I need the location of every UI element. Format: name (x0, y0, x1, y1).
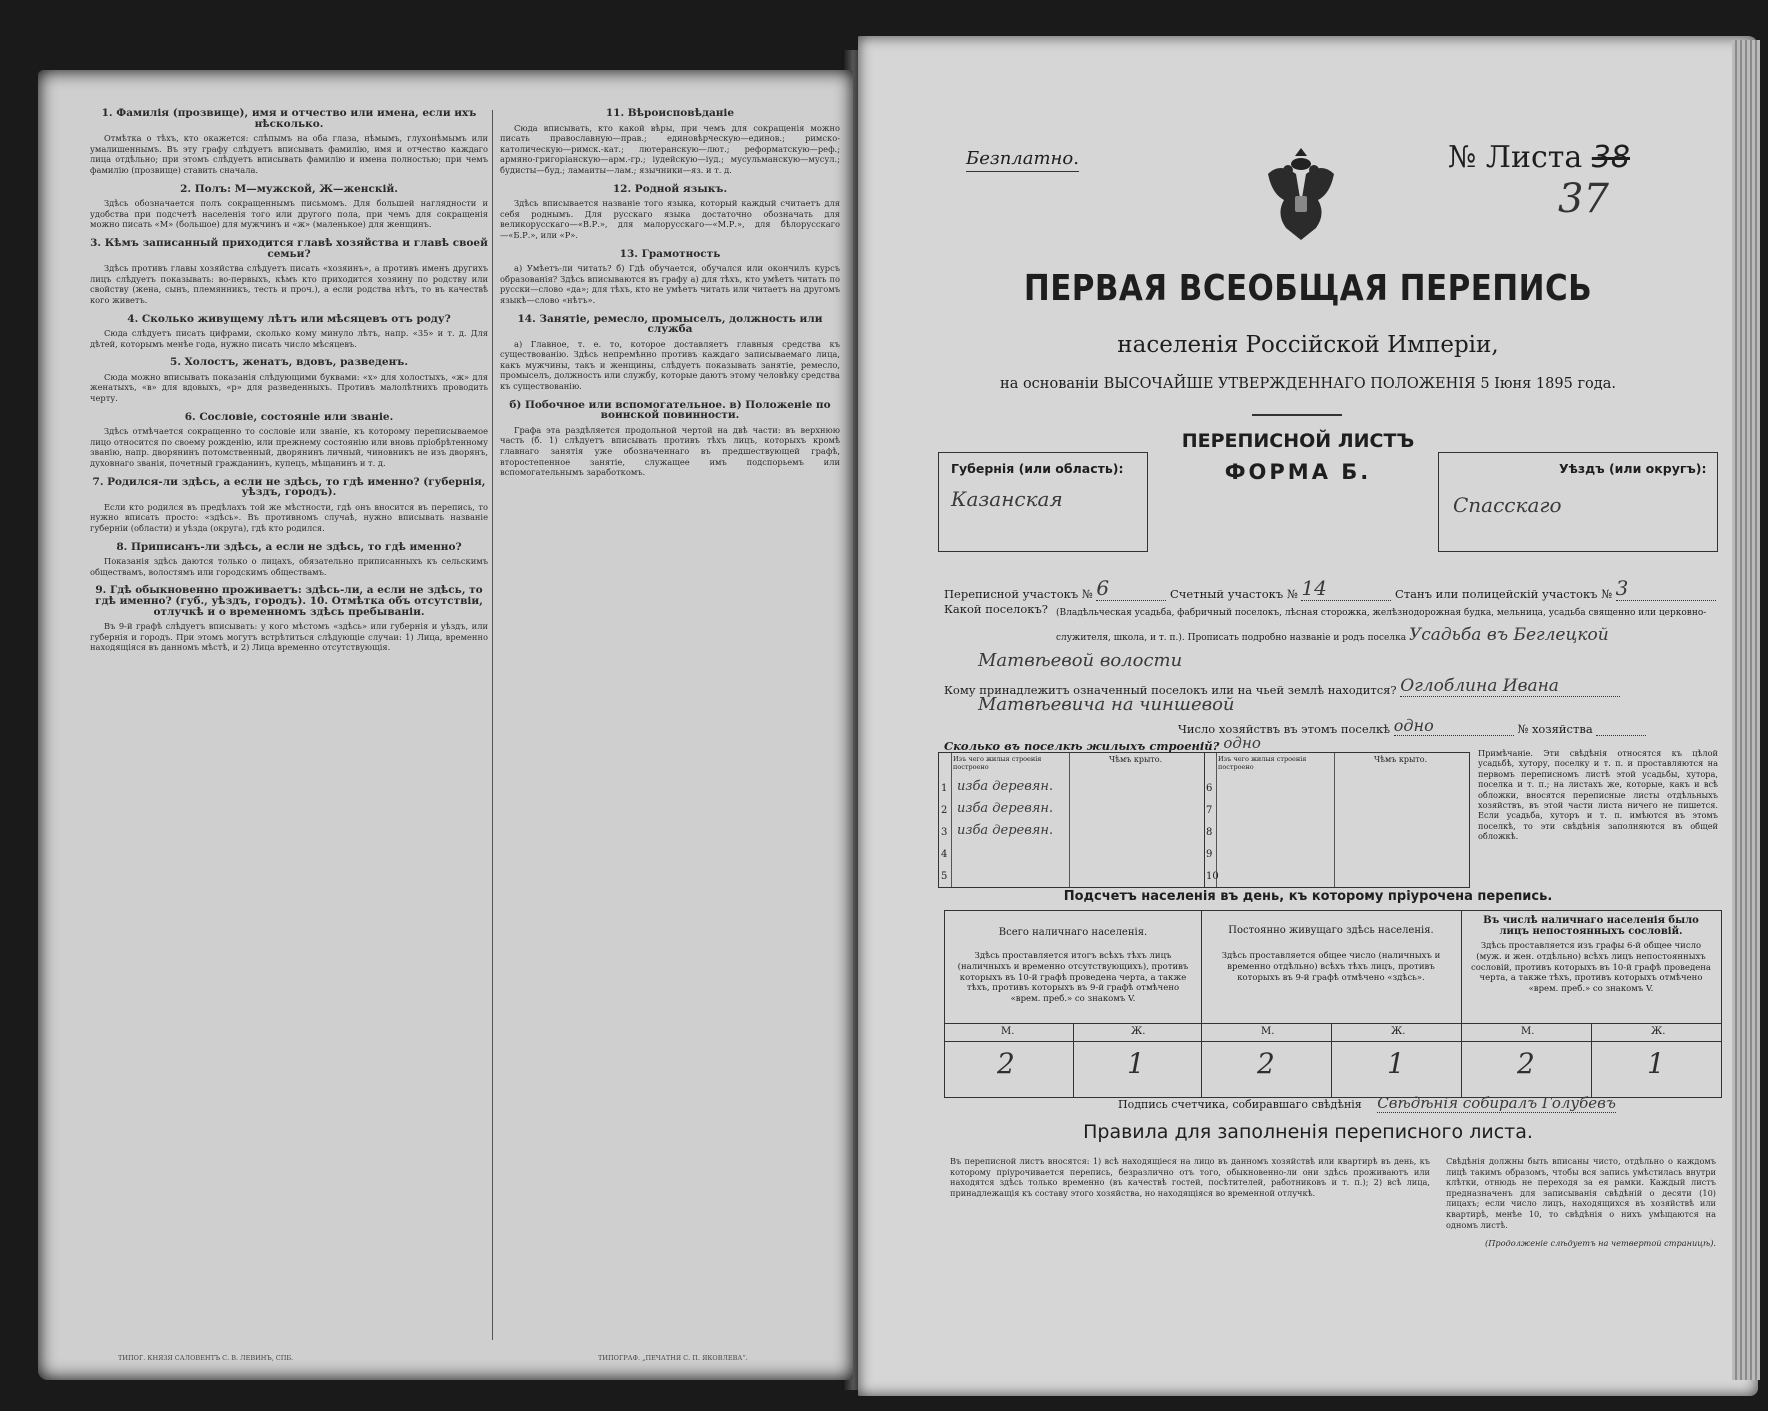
summary-header-permanent: Постоянно живущаго здѣсь населенія. (1228, 925, 1434, 936)
buildings-table (938, 752, 1470, 888)
settlement-label: Какой поселокъ? (944, 602, 1048, 616)
col_a-paragraph: Здѣсь обозначается полъ сокращеннымъ письмомъ. Для большей наглядности и удобства при подсчетѣ населенія того или другого пола, при чемъ для сокращенія можно писать «М» (большое) для мужчинъ и «ж» (маленькое) для женщинъ. (90, 198, 488, 230)
households-label: Число хозяйствъ въ этомъ поселкѣ (1178, 722, 1391, 736)
col_a-heading: 3. Кѣмъ записанный приходится главѣ хозяйства и главѣ своей семьи? (90, 236, 488, 260)
left-page (38, 70, 853, 1380)
total-male: 2 (997, 1047, 1015, 1080)
col_b-heading: 12. Родной языкъ. (612, 182, 728, 195)
table-row-8: 8 (1206, 827, 1213, 838)
owner-value-1: Оглоблина Ивана (1400, 676, 1620, 697)
col_a-paragraph: Въ 9-й графѣ слѣдуетъ вписывать: у кого мѣстомъ «здѣсь» или губернія и уѣздъ, или губернія и городъ. При этомъ могутъ встрѣтиться слѣдующіе случаи: 1) Лица, временно находящіяся въ данномъ мѣстѣ, и 2) Лица временно отсутствующія. (90, 621, 488, 653)
buildings-table-right (1204, 753, 1469, 887)
table-value-1: изба деревян. (957, 779, 1054, 794)
form-title (1158, 430, 1438, 484)
col_a-heading: 1. Фамилія (прозвище), имя и отчество или имена, если ихъ нѣсколько. (101, 107, 477, 130)
printer-imprint-left: ТИПОГ. КНЯЗЯ САЛОВЕНТЪ С. В. ЛЕВИНЪ, СПБ. (118, 1354, 294, 1362)
col_a-paragraph: Отмѣтка о тѣхъ, кто окажется: слѣпымъ на оба глаза, нѣмымъ, глухонѣмымъ или умалишеннымъ. Въ эту графу слѣдуетъ вписывать фамилію, имя и отчество каждаго лица отдѣльно; при этомъ слѣдуетъ вписывать фамилію и имена полностью; при чемъ фамилію (прозвище) ставить сначала. (90, 133, 488, 175)
col_a-heading: 9. Гдѣ обыкновенно проживаетъ: здѣсь-ли, а если не здѣсь, то гдѣ именно? (губ., уѣздъ, городъ). 10. Отмѣтка объ отсутствіи, отлучкѣ и о временномъ здѣсь пребываніи. (95, 584, 483, 618)
left-column-b (500, 100, 840, 1340)
counting-value: 14 (1301, 576, 1391, 601)
table-row-1: 1 (941, 783, 948, 794)
col_a-paragraph: Показанія здѣсь даются только о лицахъ, обязательно приписанныхъ къ сельскимъ обществамъ, волостямъ или городскимъ обществамъ. (90, 556, 488, 577)
buildings-value: одно (1223, 734, 1303, 753)
right-page (858, 36, 1758, 1396)
sheet-number-label: № Листа (1448, 140, 1583, 175)
table-header-material: Изъ чего жилыя строенія построено (953, 755, 1042, 771)
table-value-3: изба деревян. (957, 823, 1054, 838)
col_a-heading: 7. Родился-ли здѣсь, а если не здѣсь, то гдѣ именно? (губернія, уѣздъ, городъ). (92, 475, 486, 499)
stan-value: 3 (1616, 576, 1716, 601)
gubernia-label: Губернія (или область): (951, 461, 1124, 476)
summary-text-total: Здѣсь проставляется итогъ всѣхъ тѣхъ лицъ (наличныхъ и временно отсутствующихъ), противъ которыхъ въ 10-й графѣ проведена черта, а также тѣхъ, противъ которыхъ въ 9-й графѣ отмѣчено «врем. преб.» со знакомъ V. (957, 951, 1189, 1005)
col_a-paragraph: Сюда слѣдуетъ писать цифрами, сколько кому минуло лѣтъ, напр. «35» и т. д. Для дѣтей, которымъ менѣе года, нужно писать число мѣсяцевъ. (90, 328, 488, 349)
summary-text-permanent: Здѣсь проставляется общее число (наличныхъ и временно отдѣльно) всѣхъ тѣхъ лицъ, противъ которыхъ въ 9-й графѣ отмѣчено «здѣсь». (1221, 951, 1441, 983)
col_b-heading: б) Побочное или вспомогательное. в) Положеніе по воинской повинности. (509, 398, 831, 422)
double-headed-eagle-emblem (1260, 144, 1342, 244)
table-row-2: 2 (941, 805, 948, 816)
owner-label: Кому принадлежитъ означенный поселокъ или на чьей землѣ находится? (944, 683, 1397, 697)
gubernia-value: Казанская (951, 487, 1063, 511)
settlement-value-1: Усадьба въ Беглецкой (1408, 625, 1609, 645)
table-row-9: 9 (1206, 849, 1213, 860)
uezd-box (1438, 452, 1718, 552)
col_b-heading: 14. Занятіе, ремесло, промыселъ, должность или служба (517, 312, 823, 336)
table-header-material-2: Изъ чего жилыя строенія построено (1218, 755, 1307, 771)
buildings-line (944, 734, 1303, 753)
uezd-value: Спасскаго (1453, 493, 1562, 517)
district-line (944, 576, 1716, 601)
settlement-value-2: Матвѣевой волости (978, 650, 1183, 671)
table-row-4: 4 (941, 849, 948, 860)
col_a-paragraph: Здѣсь отмѣчается сокращенно то сословіе или званіе, къ которому переписываемое лицо относится по своему рожденію, или прежнему состоянію или вновь пріобрѣтенному званію, напр. дворянинъ потомственный, дворянинъ личный, чиновникъ не изъ дворянъ, духовнаго званія, почетный гражданинъ, купецъ, мѣщанинъ и т. д. (90, 426, 488, 469)
col_b-paragraph: Здѣсь вписывается названіе того языка, который каждый считаетъ для себя роднымъ. Для русскаго языка достаточно обозначать для великорусскаго—«В.Р.», для малорусскаго—«М.Р.», для бѣлорусскаго—«Б.Р.», или «Р». (500, 198, 840, 240)
total-female: 1 (1127, 1047, 1145, 1080)
table-header-roof-2: Чѣмъ крыто. (1374, 755, 1428, 764)
summary-text-nonpermanent: Здѣсь проставляется изъ графы 6-й общее число (муж. и жен. отдѣльно) всѣхъ лицъ непостоянныхъ сословій, противъ которыхъ въ 10-й графѣ проведена черта, а также тѣхъ, противъ которыхъ отмѣчено «врем. преб.» со знакомъ V. (1470, 941, 1711, 995)
household-no-value (1596, 735, 1646, 736)
col_a-heading: 6. Сословіе, состояніе или званіе. (184, 410, 394, 423)
col_b-heading: 13. Грамотность (619, 247, 721, 260)
col_b-paragraph: а) Умѣетъ-ли читать? б) Гдѣ обучается, обучался или окончилъ курсъ образованія? Здѣсь вписываются въ графу а) для тѣхъ, кто умѣетъ читать по русски—слово «да»; для тѣхъ, кто не умѣетъ читать или читаетъ на другомъ языкѣ—слово «нѣтъ». (500, 263, 840, 305)
table-row-5: 5 (941, 871, 948, 882)
column-divider (492, 110, 493, 1340)
sheet-number (1448, 140, 1630, 175)
col_b-paragraph: Графа эта раздѣляется продольной чертой на двѣ части: въ верхнюю часть (б. 1) слѣдуетъ вписывать противъ тѣхъ лицъ, которыхъ кромѣ главнаго занятія уже обозначеннаго въ предшествующей графѣ, второстепенное занятіе, служащее имъ подспорьемъ или вспомогательнымъ заработкомъ. (500, 424, 840, 478)
col_a-heading: 2. Полъ: М—мужской, Ж—женскій. (180, 182, 398, 195)
district-value: 6 (1096, 576, 1166, 601)
rules-continue: (Продолженіе слѣдуетъ на четвертой страницѣ). (1485, 1238, 1716, 1249)
table-row-3: 3 (941, 827, 948, 838)
counting-label: Счетный участокъ № (1170, 587, 1298, 601)
side-note: Примѣчаніе. Эти свѣдѣнія относятся къ цѣлой усадьбѣ, хутору, поселку и т. п. и проставляются на первомъ переписномъ листѣ этой усадьбы, хутора, поселка и т. п.; на листахъ же, которые, какъ и всѣ обложки, вносятся переписные листы отдѣльныхъ хозяйствъ, въ этой части листа ничего не пишется. Если усадьба, хуторъ и т. п. имѣются въ этомъ поселкѣ, то эти свѣдѣнія заполняются въ общей обложкѣ. (1478, 748, 1718, 842)
printer-imprint-right: ТИПОГРАФ. „ПЕЧАТНЯ С. П. ЯКОВЛЕВА“. (598, 1354, 748, 1362)
buildings-table-left (939, 753, 1205, 887)
col_b-heading: 11. Вѣроисповѣданіе (605, 107, 735, 119)
rules-right: Свѣдѣнія должны быть вписаны чисто, отдѣльно о каждомъ лицѣ такимъ образомъ, чтобы вся запись умѣстилась внутри клѣтки, отнюдь не переходя за ея рамки. Каждый листъ предназначенъ для записыванія свѣдѣній о десяти (10) лицахъ; если число лицъ, находящихся въ хозяйствѣ или квартирѣ, менѣе 10, то свѣдѣнія о нихъ умѣщаются на одномъ листѣ. (Продолженіе слѣдуетъ на четвертой страницѣ). (1446, 1156, 1716, 1249)
settlement-hint: (Владѣльческая усадьба, фабричный поселокъ, лѣсная сторожка, желѣзнодорожная будка, мельница, усадьба священно или церковно-служителя, школа, и т. п.). Прописать подробно названіе и родъ поселка Усадьба въ Беглецкой (1056, 608, 1707, 645)
permanent-female: 1 (1387, 1047, 1405, 1080)
census-title: ПЕРВАЯ ВСЕОБЩАЯ ПЕРЕПИСЬ (1023, 268, 1593, 309)
f-label-2: Ж. (1391, 1026, 1406, 1037)
uezd-label: Уѣздъ (или округъ): (1559, 461, 1707, 476)
left-column-a (90, 100, 488, 1340)
buildings-label: Сколько въ поселкѣ жилыхъ строеній? (944, 739, 1220, 753)
table-row-10: 10 (1206, 871, 1219, 882)
permanent-male: 2 (1257, 1047, 1275, 1080)
signature-label: Подпись счетчика, собиравшаго свѣдѣнія (1118, 1098, 1362, 1111)
col_a-heading: 8. Приписанъ-ли здѣсь, а если не здѣсь, то гдѣ именно? (116, 540, 462, 553)
col_a-paragraph: Если кто родился въ предѣлахъ той же мѣстности, гдѣ онъ вносится въ перепись, то нужно вписать просто: «здѣсь». Въ противномъ случаѣ, нужно вписывать названіе губерніи (области) и уѣзда (округа), гдѣ кто родился. (90, 501, 488, 533)
owner-value-2: Матвѣевича на чиншевой (978, 694, 1235, 715)
settlement-line (944, 602, 1048, 616)
signature-line (1118, 1094, 1616, 1112)
census-basis: на основаніи ВЫСОЧАЙШЕ УТВЕРЖДЕННАГО ПОЛОЖЕНІЯ 5 Іюня 1895 года. (1000, 376, 1616, 392)
col_a-heading: 4. Сколько живущему лѣтъ или мѣсяцевъ отъ роду? (127, 312, 451, 325)
form-title-line1: ПЕРЕПИСНОЙ ЛИСТЪ (1181, 430, 1415, 452)
rules-title: Правила для заполненія переписного листа. (1083, 1121, 1533, 1143)
f-label-1: Ж. (1131, 1026, 1146, 1037)
nonpermanent-female: 1 (1647, 1047, 1665, 1080)
households-value: одно (1394, 716, 1514, 736)
table-header-roof: Чѣмъ крыто. (1109, 755, 1163, 764)
summary-header-nonpermanent: Въ числѣ наличнаго населенія было лицъ непостоянныхъ сословій. (1483, 915, 1699, 937)
summary-header-total: Всего наличнаго населенія. (998, 927, 1148, 938)
m-label-1: М. (1001, 1026, 1015, 1037)
households-line (1178, 716, 1646, 736)
gubernia-box (938, 452, 1148, 552)
table-row-6: 6 (1206, 783, 1213, 794)
signature-value: Свѣдѣнія собиралъ Голубевъ (1377, 1094, 1616, 1112)
district-label: Переписной участокъ № (944, 587, 1093, 601)
table-row-7: 7 (1206, 805, 1213, 816)
census-subtitle: населенія Россійской Имперіи, (1117, 332, 1499, 358)
nonpermanent-male: 2 (1517, 1047, 1535, 1080)
table-value-2: изба деревян. (957, 801, 1054, 816)
m-label-2: М. (1261, 1026, 1275, 1037)
col_b-paragraph: Сюда вписывать, кто какой вѣры, при чемъ для сокращенія можно писать православную—прав.; единовѣрческую—единов.; римско-католическую—римск.-кат.; лютеранскую—лют.; реформатскую—реф.; армяно-григоріанскую—арм.-гр.; іудейскую—іуд.; мусульманскую—мусул.; будисты—буд.; ламаиты—лам.; язычники—яз. и т. д. (500, 122, 840, 175)
f-label-3: Ж. (1651, 1026, 1666, 1037)
sheet-number-struck: 38 (1591, 140, 1630, 175)
sheet-number-handwritten: 37 (1558, 176, 1609, 222)
col_a-heading: 5. Холостъ, женатъ, вдовъ, разведенъ. (170, 356, 408, 369)
title-rule (1252, 414, 1342, 416)
m-label-3: М. (1521, 1026, 1535, 1037)
stan-label: Станъ или полицейскій участокъ № (1395, 587, 1613, 601)
col_a-paragraph: Здѣсь противъ главы хозяйства слѣдуетъ писать «хозяинъ», а противъ именъ другихъ лицъ слѣдуетъ показывать: во-первыхъ, кѣмъ кто приходится хозяину по родству или свойству (жена, сынъ, племянникъ, тесть и проч.), а если родства нѣтъ, то въ качествѣ кого живетъ. (90, 263, 488, 305)
population-summary (944, 910, 1722, 1098)
form-title-line2: ФОРМА Б. (1224, 460, 1372, 484)
rules-left: Въ переписной листъ вносятся: 1) всѣ находящіеся на лицо въ данномъ хозяйствѣ или квартирѣ въ день, къ которому пріурочивается перепись, безразлично отъ того, обыкновенно-ли они здѣсь проживаютъ или находятся здѣсь только временно (въ качествѣ гостей, посѣтителей, работниковъ и т. п.); 2) всѣ лица, принадлежащія къ составу этого хозяйства, но находящіяся во временной отлучкѣ. (950, 1156, 1430, 1198)
page-edges (1732, 40, 1760, 1380)
free-label: Безплатно. (966, 148, 1079, 172)
col_a-paragraph: Сюда можно вписывать показанія слѣдующими буквами: «х» для холостыхъ, «ж» для женатыхъ, «в» для вдовыхъ, «р» для разведенныхъ. Противъ малолѣтнихъ проводить черту. (90, 371, 488, 404)
col_b-paragraph: а) Главное, т. е. то, которое доставляетъ главныя средства къ существованію. Здѣсь непремѣнно противъ каждаго записываемаго лица, какъ мужчины, такъ и женщины, слѣдуетъ показывать занятіе, ремесло, промыселъ, должность или службу, которые даютъ этому человѣку средства къ существованію. (500, 338, 840, 392)
summary-title: Подсчетъ населенія въ день, къ которому пріурочена перепись. (1063, 889, 1553, 904)
household-no-label: № хозяйства (1517, 722, 1593, 736)
